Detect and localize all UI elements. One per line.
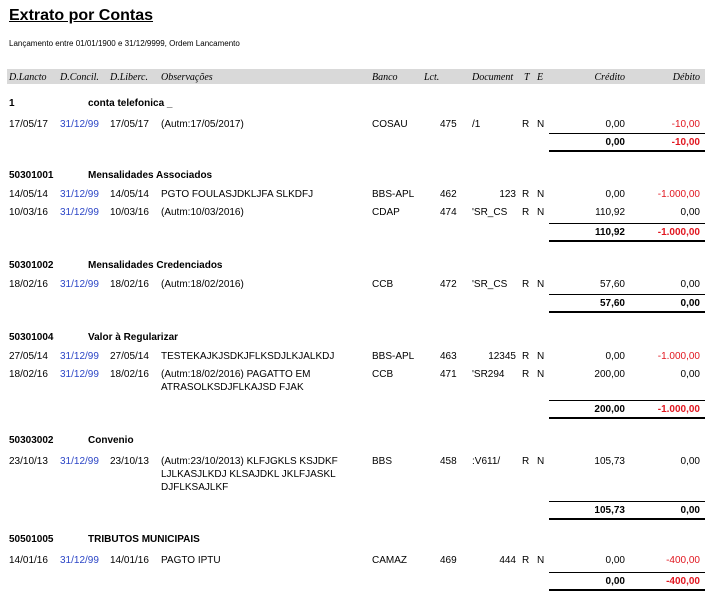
total-underline (549, 311, 705, 313)
observacao-text: DJFLKSAJLKF (161, 482, 229, 493)
debito-value: -10,00 (671, 119, 700, 130)
account-code: 50501005 (9, 534, 54, 545)
account-name: Convenio (88, 435, 134, 446)
col-banco: Banco (372, 72, 398, 83)
col-debito: Débito (672, 72, 700, 83)
document-value: 444 (499, 555, 516, 566)
credito-value: 105,73 (594, 456, 625, 467)
col-e: E (537, 72, 544, 83)
lct-value: 474 (440, 207, 457, 218)
date-lancto: 18/02/16 (9, 279, 48, 290)
report-title: Extrato por Contas (9, 7, 154, 24)
lct-value: 462 (440, 189, 457, 200)
total-underline (549, 150, 705, 152)
credito-value: 0,00 (605, 555, 625, 566)
lct-value: 463 (440, 351, 457, 362)
total-debito: -1.000,00 (657, 404, 700, 415)
debito-value: 0,00 (680, 207, 700, 218)
total-underline (549, 240, 705, 242)
total-separator (549, 133, 705, 134)
date-liber: 14/01/16 (110, 555, 149, 566)
account-name: Valor à Regularizar (88, 332, 179, 343)
date-lancto: 18/02/16 (9, 369, 48, 380)
banco-value: CCB (372, 369, 394, 380)
debito-value: -400,00 (666, 555, 700, 566)
total-underline (549, 589, 705, 591)
report-subtitle: Lançamento entre 01/01/1900 e 31/12/9999, Ordem Lancamento (9, 39, 240, 48)
lct-value: 469 (440, 555, 457, 566)
total-credito: 200,00 (594, 404, 625, 415)
credito-value: 200,00 (594, 369, 625, 380)
col-d-liber: D.Liberc. (110, 72, 148, 83)
date-liber: 18/02/16 (110, 279, 149, 290)
credito-value: 0,00 (605, 119, 625, 130)
type-value: R (522, 279, 530, 290)
banco-value: BBS-APL (372, 189, 415, 200)
date-liber: 27/05/14 (110, 351, 149, 362)
observacao-text: (Autm:10/03/2016) (161, 207, 244, 218)
status-value: N (537, 369, 545, 380)
lct-value: 475 (440, 119, 457, 130)
type-value: R (522, 119, 530, 130)
account-name: conta telefonica _ (88, 98, 173, 109)
date-lancto: 14/01/16 (9, 555, 48, 566)
col-observacoes: Observações (161, 72, 213, 83)
account-code: 50301001 (9, 170, 54, 181)
type-value: R (522, 369, 530, 380)
type-value: R (522, 456, 530, 467)
total-debito: -10,00 (671, 137, 700, 148)
total-underline (549, 518, 705, 520)
account-code: 1 (9, 98, 15, 109)
observacao-text: TESTEKAJKJSDKJFLKSDJLKJALKDJ (161, 351, 335, 362)
observacao-text: (Autm:18/02/2016) (161, 279, 244, 290)
type-value: R (522, 189, 530, 200)
date-lancto: 14/05/14 (9, 189, 48, 200)
account-name: Mensalidades Associados (88, 170, 213, 181)
total-debito: -400,00 (666, 576, 700, 587)
status-value: N (537, 555, 545, 566)
banco-value: CAMAZ (372, 555, 407, 566)
observacao-text: LJLKASJLKDJ KLSAJDKL JKLFJASKL (161, 469, 336, 480)
date-concil: 31/12/99 (60, 555, 99, 566)
date-liber: 10/03/16 (110, 207, 149, 218)
total-debito: 0,00 (680, 505, 700, 516)
banco-value: CDAP (372, 207, 400, 218)
document-value: :V611/ (472, 456, 501, 467)
banco-value: BBS (372, 456, 393, 467)
total-credito: 0,00 (605, 576, 625, 587)
date-concil: 31/12/99 (60, 351, 99, 362)
type-value: R (522, 351, 530, 362)
date-liber: 17/05/17 (110, 119, 149, 130)
total-debito: -1.000,00 (657, 227, 700, 238)
date-liber: 14/05/14 (110, 189, 149, 200)
date-concil: 31/12/99 (60, 369, 99, 380)
credito-value: 0,00 (605, 189, 625, 200)
status-value: N (537, 351, 545, 362)
total-debito: 0,00 (680, 298, 700, 309)
status-value: N (537, 189, 545, 200)
date-liber: 23/10/13 (110, 456, 149, 467)
col-d-concil: D.Concil. (60, 72, 99, 83)
document-value: /1 (472, 119, 481, 130)
credito-value: 57,60 (599, 279, 625, 290)
total-separator (549, 572, 705, 573)
debito-value: -1.000,00 (657, 189, 700, 200)
date-lancto: 10/03/16 (9, 207, 48, 218)
credito-value: 0,00 (605, 351, 625, 362)
date-lancto: 17/05/17 (9, 119, 48, 130)
lct-value: 472 (440, 279, 457, 290)
status-value: N (537, 119, 545, 130)
observacao-text: PGTO FOULASJDKLJFA SLKDFJ (161, 189, 314, 200)
total-underline (549, 417, 705, 419)
banco-value: COSAU (372, 119, 408, 130)
debito-value: 0,00 (680, 279, 700, 290)
credito-value: 110,92 (595, 207, 625, 218)
account-code: 50301004 (9, 332, 54, 343)
observacao-text: (Autm:23/10/2013) KLFJGKLS KSJDKF (161, 456, 338, 467)
total-separator (549, 223, 705, 224)
document-value: 'SR_CS (472, 207, 508, 218)
document-value: 123 (499, 189, 516, 200)
type-value: R (522, 555, 530, 566)
col-t: T (524, 72, 530, 83)
total-credito: 57,60 (599, 298, 625, 309)
status-value: N (537, 207, 545, 218)
account-code: 50303002 (9, 435, 54, 446)
document-value: 12345 (488, 351, 516, 362)
debito-value: 0,00 (680, 369, 700, 380)
date-lancto: 23/10/13 (9, 456, 48, 467)
lct-value: 471 (440, 369, 457, 380)
total-credito: 110,92 (594, 227, 625, 238)
total-separator (549, 294, 705, 295)
status-value: N (537, 279, 545, 290)
account-name: Mensalidades Credenciados (88, 260, 223, 271)
total-separator (549, 501, 705, 502)
total-separator (549, 400, 705, 401)
col-document: Document (472, 72, 514, 83)
document-value: 'SR294 (472, 369, 505, 380)
observacao-text: PAGTO IPTU (161, 555, 221, 566)
date-liber: 18/02/16 (110, 369, 149, 380)
banco-value: BBS-APL (372, 351, 415, 362)
account-code: 50301002 (9, 260, 54, 271)
observacao-text: ATRASOLKSDJFLKAJSD FJAK (161, 382, 304, 393)
col-lct: Lct. (424, 72, 440, 83)
debito-value: -1.000,00 (657, 351, 700, 362)
document-value: 'SR_CS (472, 279, 508, 290)
col-credito: Crédito (594, 72, 625, 83)
type-value: R (522, 207, 530, 218)
col-d-lancto: D.Lancto (9, 72, 47, 83)
status-value: N (537, 456, 545, 467)
account-name: TRIBUTOS MUNICIPAIS (88, 534, 200, 545)
date-concil: 31/12/99 (60, 207, 99, 218)
lct-value: 458 (440, 456, 457, 467)
date-concil: 31/12/99 (60, 456, 99, 467)
date-concil: 31/12/99 (60, 279, 99, 290)
total-credito: 0,00 (605, 137, 625, 148)
observacao-text: (Autm:18/02/2016) PAGATTO EM (161, 369, 311, 380)
debito-value: 0,00 (680, 456, 700, 467)
banco-value: CCB (372, 279, 394, 290)
date-concil: 31/12/99 (60, 119, 99, 130)
observacao-text: (Autm:17/05/2017) (161, 119, 244, 130)
date-concil: 31/12/99 (60, 189, 99, 200)
date-lancto: 27/05/14 (9, 351, 48, 362)
total-credito: 105,73 (594, 505, 625, 516)
